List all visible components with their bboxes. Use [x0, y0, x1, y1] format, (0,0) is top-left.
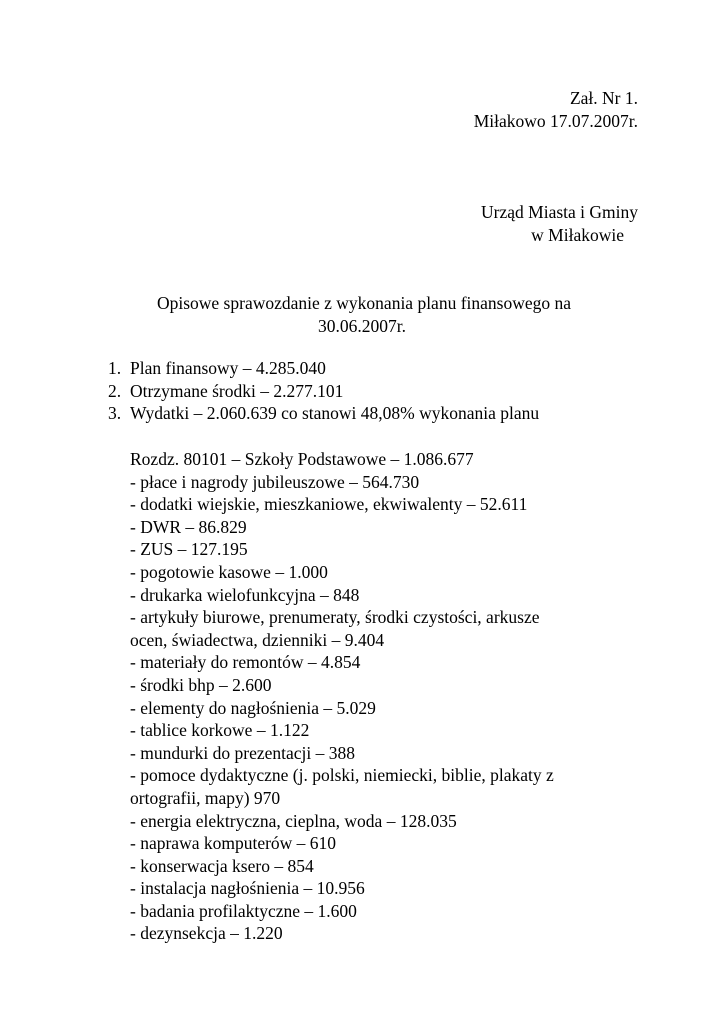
- summary-item-number: 1.: [108, 358, 122, 378]
- recipient-block: [481, 201, 638, 246]
- expense-item: [130, 584, 650, 607]
- expense-item: [130, 516, 650, 539]
- expense-item: [130, 493, 650, 516]
- expense-item-line: - instalacja nagłośnienia – 10.956: [130, 878, 365, 899]
- recipient-line-2: w Miłakowie: [531, 224, 624, 245]
- expense-item-line: - badania profilaktyczne – 1.600: [130, 900, 357, 921]
- summary-item: [108, 357, 539, 380]
- expense-item: [130, 855, 650, 878]
- section-heading: Rozdz. 80101 – Szkoły Podstawowe – 1.086.677: [130, 449, 474, 469]
- expense-item: [130, 832, 650, 855]
- summary-item: [108, 402, 539, 425]
- expense-item-line: - dodatki wiejskie, mieszkaniowe, ekwiwalenty – 52.611: [130, 494, 528, 515]
- expense-item: [130, 538, 650, 561]
- expense-item: [130, 674, 650, 697]
- annex-number: Zał. Nr 1.: [569, 88, 638, 108]
- expense-item: [130, 651, 650, 674]
- expense-item-line: - dezynsekcja – 1.220: [130, 923, 283, 944]
- expense-item: [130, 810, 650, 833]
- expense-item-continuation: ocen, świadectwa, dzienniki – 9.404: [130, 629, 385, 650]
- expense-item: [130, 561, 650, 584]
- expense-item-line: - energia elektryczna, cieplna, woda – 128.035: [130, 810, 457, 831]
- expense-item-line: - artykuły biurowe, prenumeraty, środki czystości, arkusze: [130, 607, 540, 628]
- expense-item-line: - środki bhp – 2.600: [130, 674, 272, 695]
- expense-item-line: - konserwacja ksero – 854: [130, 855, 314, 876]
- expense-item: [130, 764, 650, 809]
- summary-item-text: Wydatki – 2.060.639 co stanowi 48,08% wykonania planu: [130, 403, 540, 424]
- expense-item: [130, 719, 650, 742]
- document-title: [0, 292, 724, 337]
- recipient-line-1: Urząd Miasta i Gminy: [481, 202, 638, 222]
- section-rozdz-80101: [130, 448, 650, 945]
- expense-item-line: - elementy do nagłośnienia – 5.029: [130, 697, 376, 718]
- expense-item: [130, 742, 650, 765]
- expense-item: [130, 697, 650, 720]
- expense-item: [130, 877, 650, 900]
- expense-items-list: [130, 471, 650, 945]
- expense-item-line: - mundurki do prezentacji – 388: [130, 742, 356, 763]
- expense-item-line: - płace i nagrody jubileuszowe – 564.730: [130, 471, 420, 492]
- expense-item-line: - materiały do remontów – 4.854: [130, 652, 361, 673]
- summary-item-number: 3.: [108, 403, 122, 424]
- expense-item-line: - tablice korkowe – 1.122: [130, 720, 310, 741]
- summary-list: [108, 357, 539, 425]
- title-line-1: Opisowe sprawozdanie z wykonania planu finansowego na: [156, 293, 572, 313]
- summary-item-text: Plan finansowy – 4.285.040: [130, 358, 326, 378]
- expense-item: [130, 471, 650, 494]
- annex-header: [474, 87, 638, 132]
- expense-item-line: - DWR – 86.829: [130, 516, 247, 537]
- summary-item-text: Otrzymane środki – 2.277.101: [130, 380, 344, 401]
- expense-item: [130, 606, 650, 651]
- summary-item: [108, 380, 539, 403]
- title-line-2: 30.06.2007r.: [318, 315, 406, 336]
- expense-item-line: - naprawa komputerów – 610: [130, 833, 337, 854]
- expense-item-line: - pomoce dydaktyczne (j. polski, niemiecki, biblie, plakaty z: [130, 765, 554, 786]
- expense-item: [130, 922, 650, 945]
- expense-item-line: - drukarka wielofunkcyjna – 848: [130, 584, 360, 605]
- expense-item-continuation: ortografii, mapy) 970: [130, 787, 281, 808]
- place-date: Miłakowo 17.07.2007r.: [473, 110, 638, 131]
- expense-item: [130, 900, 650, 923]
- expense-item-line: - ZUS – 127.195: [130, 539, 248, 560]
- summary-item-number: 2.: [108, 380, 122, 401]
- expense-item-line: - pogotowie kasowe – 1.000: [130, 561, 328, 582]
